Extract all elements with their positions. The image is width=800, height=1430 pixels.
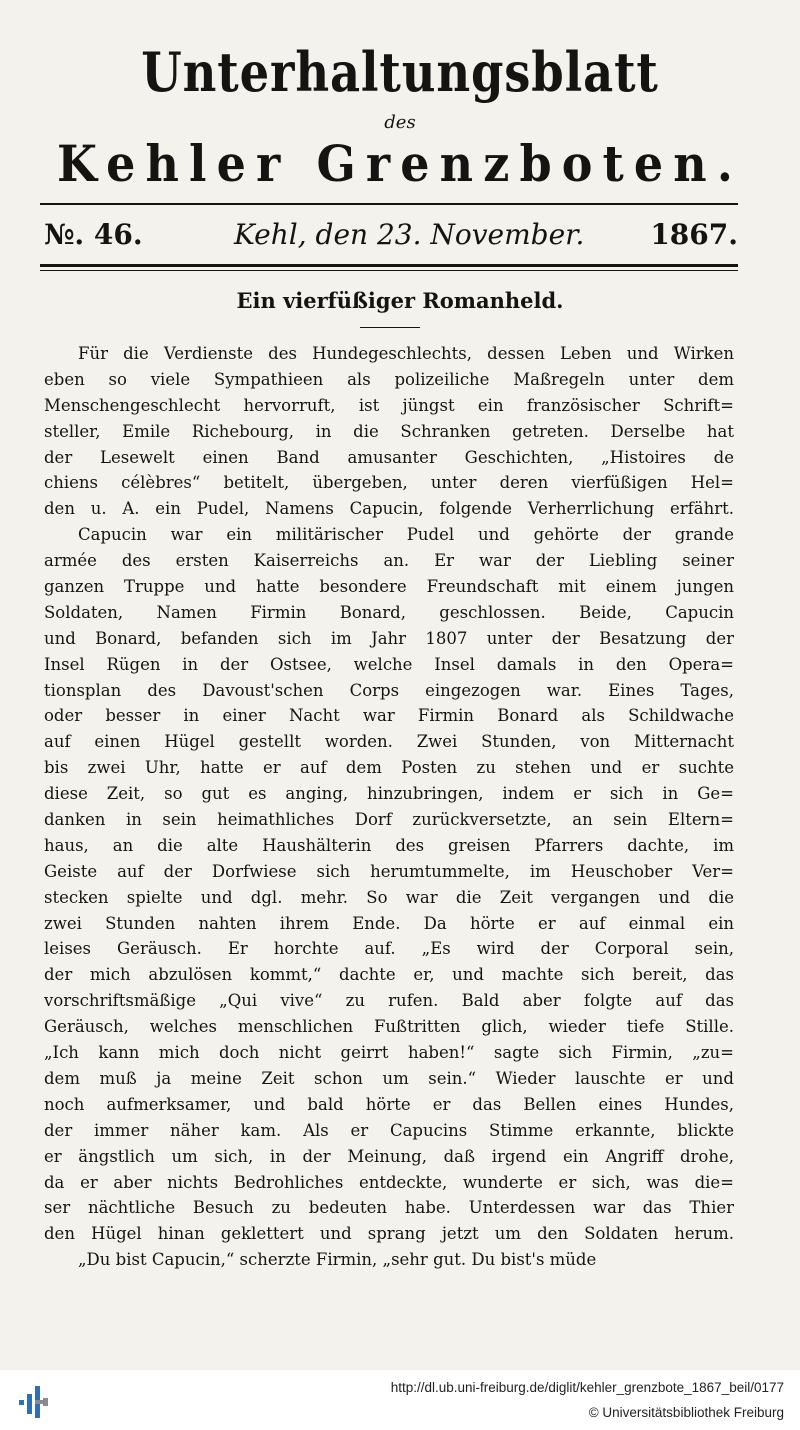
body-line: Menschengeschlecht hervorruft, ist jüngst ein französischer Schrift= — [44, 395, 734, 415]
body-line: oder besser in einer Nacht war Firmin Bonard als Schildwache — [44, 706, 734, 726]
viewer-footer — [0, 1370, 800, 1430]
masthead-subtitle: Kehler Grenzboten. — [56, 134, 744, 193]
body-line: der mich abzulösen kommt,“ dachte er, und machte sich bereit, das — [44, 965, 734, 985]
issue-line — [44, 218, 738, 258]
masthead-rule — [40, 203, 738, 205]
body-line: eben so viele Sympathieen als polizeiliche Maßregeln unter dem — [44, 369, 734, 389]
body-line: chiens célèbres“ betitelt, übergeben, unter deren vierfüßigen Hel= — [44, 473, 734, 493]
body-line: diese Zeit, so gut es anging, hinzubringen, indem er sich in Ge= — [44, 784, 734, 804]
masthead-des: des — [384, 112, 416, 133]
body-line: der immer näher kam. Als er Capucins Stimme erkannte, blickte — [44, 1120, 734, 1140]
title-divider — [360, 327, 420, 328]
article-body — [44, 341, 734, 1273]
body-line: vorschriftsmäßige „Qui vive“ zu rufen. Bald aber folgte auf das — [44, 991, 734, 1011]
body-line: leises Geräusch. Er horchte auf. „Es wird der Corporal sein, — [44, 939, 734, 959]
body-line: den Hügel hinan geklettert und sprang jetzt um den Soldaten herum. — [44, 1224, 734, 1244]
body-line: Capucin war ein militärischer Pudel und gehörte der grande — [78, 525, 734, 545]
body-line: ser nächtliche Besuch zu bedeuten habe. Unterdessen war das Thier — [44, 1198, 734, 1218]
body-line: steller, Emile Richebourg, in die Schranken getreten. Derselbe hat — [44, 421, 734, 441]
issue-number: №. 46. — [44, 218, 143, 251]
masthead-title: Unterhaltungsblatt — [141, 40, 659, 104]
body-line: auf einen Hügel gestellt worden. Zwei Stunden, von Mitternacht — [44, 732, 734, 752]
body-line: Soldaten, Namen Firmin Bonard, geschlossen. Beide, Capucin — [44, 602, 734, 622]
body-line: stecken spielte und dgl. mehr. So war die Zeit vergangen und die — [44, 887, 734, 907]
issue-place-date: Kehl, den 23. November. — [234, 218, 585, 251]
body-line: Geräusch, welches menschlichen Fußtritten glich, wieder tiefe Stille. — [44, 1017, 734, 1037]
body-line: den u. A. ein Pudel, Namens Capucin, folgende Verherrlichung erfährt. — [44, 499, 734, 519]
body-line: Geiste auf der Dorfwiese sich herumtummelte, im Heuschober Ver= — [44, 861, 734, 881]
body-line: bis zwei Uhr, hatte er auf dem Posten zu stehen und er suchte — [44, 758, 734, 778]
body-line: zwei Stunden nahten ihrem Ende. Da hörte er auf einmal ein — [44, 913, 734, 933]
article-title: Ein vierfüßiger Romanheld. — [236, 288, 564, 313]
body-line: Insel Rügen in der Ostsee, welche Insel damals in den Opera= — [44, 654, 734, 674]
body-line: tionsplan des Davoust'schen Corps eingezogen war. Eines Tages, — [44, 680, 734, 700]
body-line: ganzen Truppe und hatte besondere Freundschaft mit einem jungen — [44, 577, 734, 597]
body-line: und Bonard, befanden sich im Jahr 1807 unter der Besatzung der — [44, 628, 734, 648]
body-line: „Ich kann mich doch nicht geirrt haben!“ sagte sich Firmin, „zu= — [44, 1043, 734, 1063]
body-line: noch aufmerksamer, und bald hörte er das Bellen eines Hundes, — [44, 1094, 734, 1114]
body-line: da er aber nichts Bedrohliches entdeckte, wunderte er sich, was die= — [44, 1172, 734, 1192]
ub-freiburg-logo-icon — [18, 1384, 52, 1420]
issue-rule-thick — [40, 264, 738, 267]
body-line: „Du bist Capucin,“ scherzte Firmin, „sehr gut. Du bist's müde — [78, 1250, 597, 1270]
body-line: armée des ersten Kaiserreichs an. Er war der Liebling seiner — [44, 551, 734, 571]
issue-rule-thin — [40, 270, 738, 271]
body-line: dem muß ja meine Zeit schon um sein.“ Wieder lauschte er und — [44, 1068, 734, 1088]
document-url[interactable]: http://dl.ub.uni-freiburg.de/diglit/kehler_grenzbote_1867_beil/0177 — [390, 1380, 784, 1395]
copyright-notice: © Universitätsbibliothek Freiburg — [588, 1405, 784, 1420]
body-line: Für die Verdienste des Hundegeschlechts, dessen Leben und Wirken — [78, 344, 734, 363]
issue-year: 1867. — [650, 218, 738, 251]
body-line: der Lesewelt einen Band amusanter Geschichten, „Histoires de — [44, 447, 734, 467]
body-line: er ängstlich um sich, in der Meinung, daß irgend ein Angriff drohe, — [44, 1146, 734, 1166]
body-line: haus, an die alte Haushälterin des greisen Pfarrers dachte, im — [44, 835, 734, 855]
body-line: danken in sein heimathliches Dorf zurückversetzte, an sein Eltern= — [44, 810, 734, 830]
